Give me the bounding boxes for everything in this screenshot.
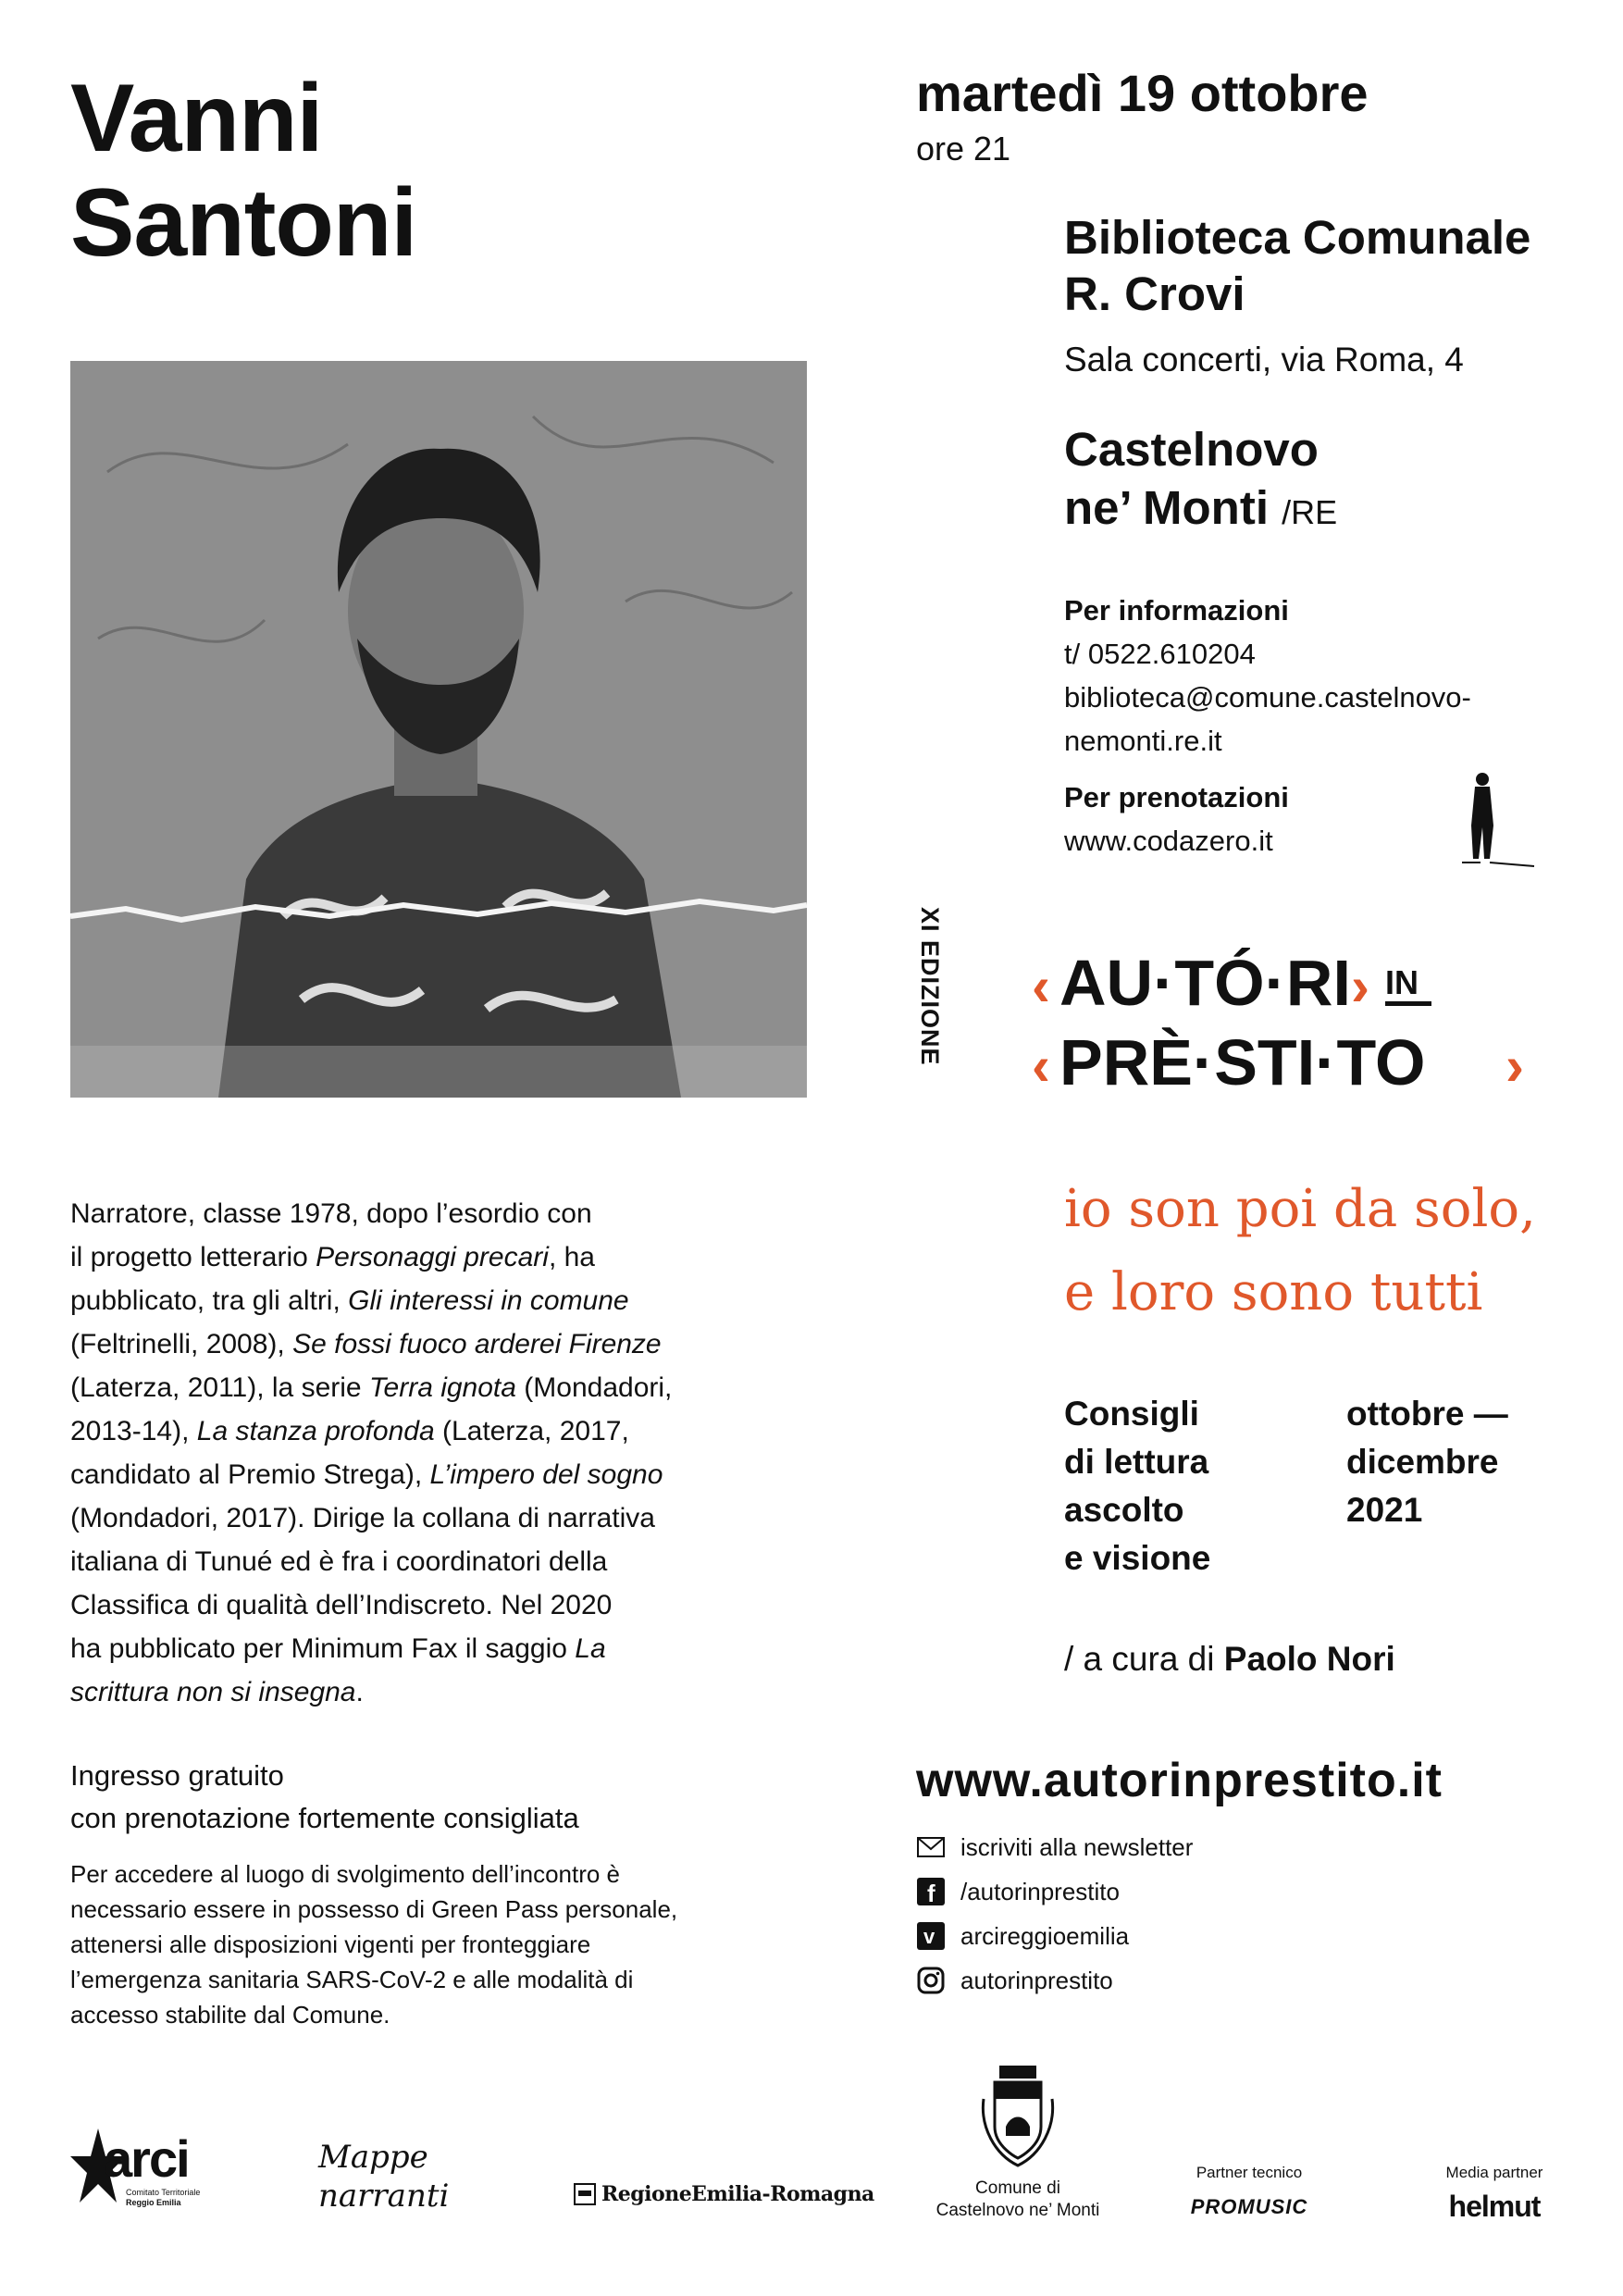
facebook-icon — [916, 1877, 946, 1906]
bio-text: , ha — [548, 1242, 595, 1272]
arci-subtitle-2: Reggio Emilia — [126, 2198, 181, 2207]
author-portrait-illustration — [70, 361, 807, 1098]
regione-logo — [574, 2182, 874, 2206]
bio-text: (Laterza, 2017, — [434, 1416, 629, 1446]
envelope-icon — [916, 1832, 946, 1862]
social-label-instagram: autorinprestito — [960, 1966, 1113, 1994]
coat-of-arms-icon — [976, 2062, 1059, 2173]
bio-line: italiana di Tunué ed è fra i coordinatori della — [70, 1546, 608, 1577]
program-line4: e visione — [1064, 1539, 1211, 1577]
bio-title: La stanza profonda — [196, 1416, 435, 1446]
bio-line: Classifica di qualità dell’Indiscreto. Nel 2020 — [70, 1590, 613, 1620]
author-first-name: Vanni — [70, 65, 323, 172]
instagram-icon — [916, 1966, 946, 1995]
note-line: attenersi alle disposizioni vigenti per fronteggiare — [70, 1930, 591, 1958]
social-links — [916, 1825, 1193, 2003]
regione-flag-icon — [574, 2183, 596, 2205]
logo-bracket-left-2: ‹ — [1032, 1035, 1050, 1097]
arci-subtitle-1: Comitato Territoriale — [126, 2188, 201, 2197]
info-block — [1064, 589, 1471, 863]
social-label-facebook: /autorinprestito — [960, 1877, 1120, 1905]
bio-title: Se fossi fuoco arderei Firenze — [292, 1329, 662, 1359]
media-label: Media partner — [1445, 2164, 1543, 2181]
walker-silhouette-icon — [1453, 770, 1536, 872]
social-label-newsletter: iscriviti alla newsletter — [960, 1832, 1194, 1861]
festival-website[interactable]: www.autorinprestito.it — [916, 1754, 1443, 1807]
arci-logo — [70, 2128, 218, 2212]
venue-name-line2: R. Crovi — [1064, 267, 1245, 320]
province: /RE — [1282, 493, 1338, 531]
logo-bracket-right-2: › — [1505, 1035, 1524, 1097]
bio-text: (Mondadori, — [515, 1372, 673, 1403]
bio-line: Narratore, classe 1978, dopo l’esordio con — [70, 1198, 592, 1229]
bio-text: il progetto letterario — [70, 1242, 316, 1272]
town-line1: Castelnovo — [1064, 423, 1319, 476]
bio-text: 2013-14), — [70, 1416, 197, 1446]
town-line2: ne’ Monti — [1064, 481, 1269, 534]
event-time: ore 21 — [916, 130, 1011, 168]
bio-text: (Feltrinelli, 2008), — [70, 1329, 293, 1359]
logo-bracket-right-1: › — [1351, 955, 1369, 1017]
program-line2: di lettura — [1064, 1443, 1209, 1481]
partner-label: Partner tecnico — [1196, 2164, 1303, 2181]
comune-logo — [925, 2062, 1110, 2222]
bio-title: scrittura non si insegna — [70, 1677, 356, 1707]
vimeo-icon — [916, 1921, 946, 1951]
bio-text: (Laterza, 2011), la serie — [70, 1372, 369, 1403]
period-line3: 2021 — [1346, 1491, 1423, 1529]
author-last-name: Santoni — [70, 169, 417, 277]
info-email-line2[interactable]: nemonti.re.it — [1064, 725, 1222, 757]
festival-logo — [1032, 937, 1587, 1103]
access-note — [70, 1856, 774, 2032]
entry-line1: Ingresso gratuito — [70, 1759, 284, 1792]
period-line2: dicembre — [1346, 1443, 1499, 1481]
info-phone[interactable]: t/ 0522.610204 — [1064, 638, 1256, 670]
note-line: Per accedere al luogo di svolgimento dell’incontro è — [70, 1860, 621, 1888]
bio-title: L’impero del sogno — [429, 1459, 663, 1490]
bio-title: Gli interessi in comune — [348, 1285, 629, 1316]
festival-motto — [1064, 1168, 1536, 1334]
author-bio — [70, 1192, 820, 1714]
curator-name: Paolo Nori — [1223, 1640, 1395, 1678]
logo-line2: PRÈ·STI·TO — [1059, 1026, 1426, 1098]
note-line: l’emergenza sanitaria SARS-CoV-2 e alle modalità di — [70, 1966, 634, 1993]
partner-logo — [1175, 2164, 1323, 2219]
note-line: necessario essere in possesso di Green Pass personale, — [70, 1895, 678, 1923]
bio-text: pubblicato, tra gli altri, — [70, 1285, 349, 1316]
author-photo — [70, 361, 807, 1098]
program-line1: Consigli — [1064, 1395, 1199, 1433]
bio-text: candidato al Premio Strega), — [70, 1459, 430, 1490]
curator-prefix: / a cura di — [1064, 1640, 1215, 1678]
arci-wordmark: arci — [104, 2129, 189, 2188]
comune-line1: Comune di — [975, 2178, 1060, 2198]
regione-name: RegioneEmilia-Romagna — [601, 2182, 874, 2206]
bio-line: (Mondadori, 2017). Dirige la collana di narrativa — [70, 1503, 655, 1533]
entry-line2: con prenotazione fortemente consigliata — [70, 1802, 579, 1834]
motto-line1: io son poi da solo, — [1064, 1179, 1536, 1239]
town — [1064, 420, 1337, 541]
partner-name: PROMUSIC — [1190, 2195, 1308, 2218]
comune-line2: Castelnovo ne’ Monti — [935, 2201, 1100, 2220]
booking-site[interactable]: www.codazero.it — [1064, 825, 1273, 857]
mappe-line2: narranti — [318, 2178, 450, 2215]
program-description — [1064, 1390, 1210, 1582]
media-partner-logo — [1434, 2164, 1555, 2224]
venue-name-line1: Biblioteca Comunale — [1064, 211, 1531, 264]
social-row-newsletter[interactable] — [916, 1825, 1193, 1869]
curator — [1064, 1640, 1395, 1679]
entry-info — [70, 1755, 579, 1840]
note-line: accesso stabilite dal Comune. — [70, 2001, 390, 2029]
bio-title: Personaggi precari — [316, 1242, 549, 1272]
social-row-vimeo[interactable] — [916, 1914, 1193, 1958]
svg-text:f: f — [927, 1880, 935, 1905]
social-row-facebook[interactable] — [916, 1869, 1193, 1914]
logo-bracket-left-1: ‹ — [1032, 955, 1050, 1017]
period-line1: ottobre — — [1346, 1395, 1508, 1433]
motto-line2: e loro sono tutti — [1064, 1262, 1483, 1322]
bio-text: ha pubblicato per Minimum Fax il saggio — [70, 1633, 576, 1664]
author-name — [70, 67, 416, 276]
mappe-line1: Mappe — [318, 2139, 428, 2176]
social-label-vimeo: arcireggioemilia — [960, 1921, 1130, 1950]
program-period — [1346, 1390, 1508, 1534]
venue-name — [1064, 209, 1530, 322]
social-row-instagram[interactable] — [916, 1958, 1193, 2003]
program-line3: ascolto — [1064, 1491, 1184, 1529]
event-date: martedì 19 ottobre — [916, 64, 1369, 122]
mappe-narranti-logo — [318, 2138, 449, 2215]
bio-title: Terra ignota — [368, 1372, 516, 1403]
edition-label: XI EDIZIONE — [916, 907, 944, 1066]
info-email-line1[interactable]: biblioteca@comune.castelnovo- — [1064, 681, 1471, 714]
bio-text: . — [355, 1677, 364, 1707]
booking-title: Per prenotazioni — [1064, 781, 1289, 813]
logo-in: IN — [1385, 963, 1419, 1001]
svg-text:v: v — [923, 1925, 935, 1948]
logo-line1: AU·TÓ·RI — [1059, 947, 1351, 1019]
info-title: Per informazioni — [1064, 594, 1289, 627]
media-name: helmut — [1448, 2190, 1541, 2223]
bio-title: La — [575, 1633, 606, 1664]
venue-address: Sala concerti, via Roma, 4 — [1064, 341, 1464, 379]
